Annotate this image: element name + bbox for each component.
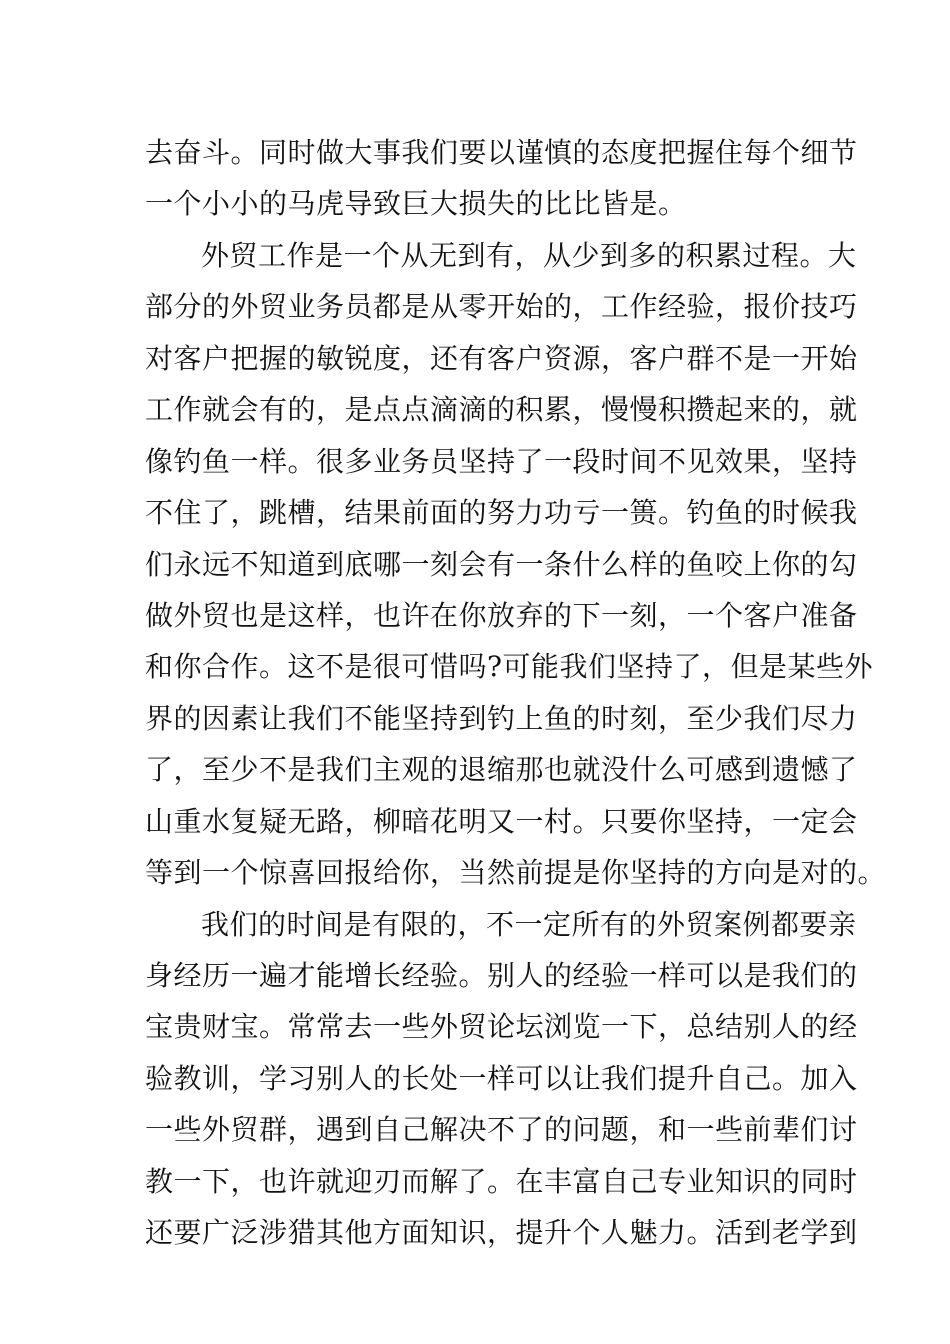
text-line: 界的因素让我们不能坚持到钓上鱼的时刻，至少我们尽力 (145, 701, 858, 735)
text-line: 不住了，跳槽，结果前面的努力功亏一篑。钓鱼的时候我 (145, 496, 858, 530)
text-line: 一个小小的马虎导致巨大损失的比比皆是。 (145, 187, 687, 221)
text-line: 身经历一遍才能增长经验。别人的经验一样可以是我们的 (145, 959, 858, 992)
text-line: 教一下，也许就迎刃而解了。在丰富自己专业知识的同时 (145, 1164, 858, 1198)
text-line: 了，至少不是我们主观的退缩那也就没什么可感到遗憾了 (145, 753, 858, 787)
text-line: 做外贸也是这样，也许在你放弃的下一刻，一个客户准备 (145, 598, 858, 632)
text-line: 一些外贸群，遇到自己解决不了的问题，和一些前辈们讨 (145, 1113, 858, 1147)
body-text (145, 127, 887, 1259)
text-line: 像钓鱼一样。很多业务员坚持了一段时间不见效果，坚持 (145, 444, 858, 478)
paragraph-start-line: 外贸工作是一个从无到有，从少到多的积累过程。大 (201, 238, 857, 272)
text-line: 宝贵财宝。常常去一些外贸论坛浏览一下，总结别人的经 (145, 1010, 858, 1044)
paragraph-start-line: 我们的时间是有限的，不一定所有的外贸案例都要亲 (201, 907, 857, 941)
text-line: 还要广泛涉猎其他方面知识，提升个人魅力。活到老学到 (145, 1216, 858, 1250)
text-line: 们永远不知道到底哪一刻会有一条什么样的鱼咬上你的勾 (145, 547, 858, 581)
text-line: 去奋斗。同时做大事我们要以谨慎的态度把握住每个细节 (145, 136, 858, 169)
text-line: 对客户把握的敏锐度，还有客户资源，客户群不是一开始 (145, 341, 858, 375)
text-line: 部分的外贸业务员都是从零开始的，工作经验，报价技巧 (145, 290, 858, 324)
text-line: 山重水复疑无路，柳暗花明又一村。只要你坚持，一定会 (145, 804, 858, 838)
text-line: 和你合作。这不是很可惜吗?可能我们坚持了，但是某些外 (145, 650, 874, 684)
text-line: 等到一个惊喜回报给你，当然前提是你坚持的方向是对的。 (145, 856, 887, 890)
text-line: 验教训，学习别人的长处一样可以让我们提升自己。加入 (145, 1061, 858, 1095)
text-line: 工作就会有的，是点点滴滴的积累，慢慢积攒起来的，就 (145, 393, 858, 427)
